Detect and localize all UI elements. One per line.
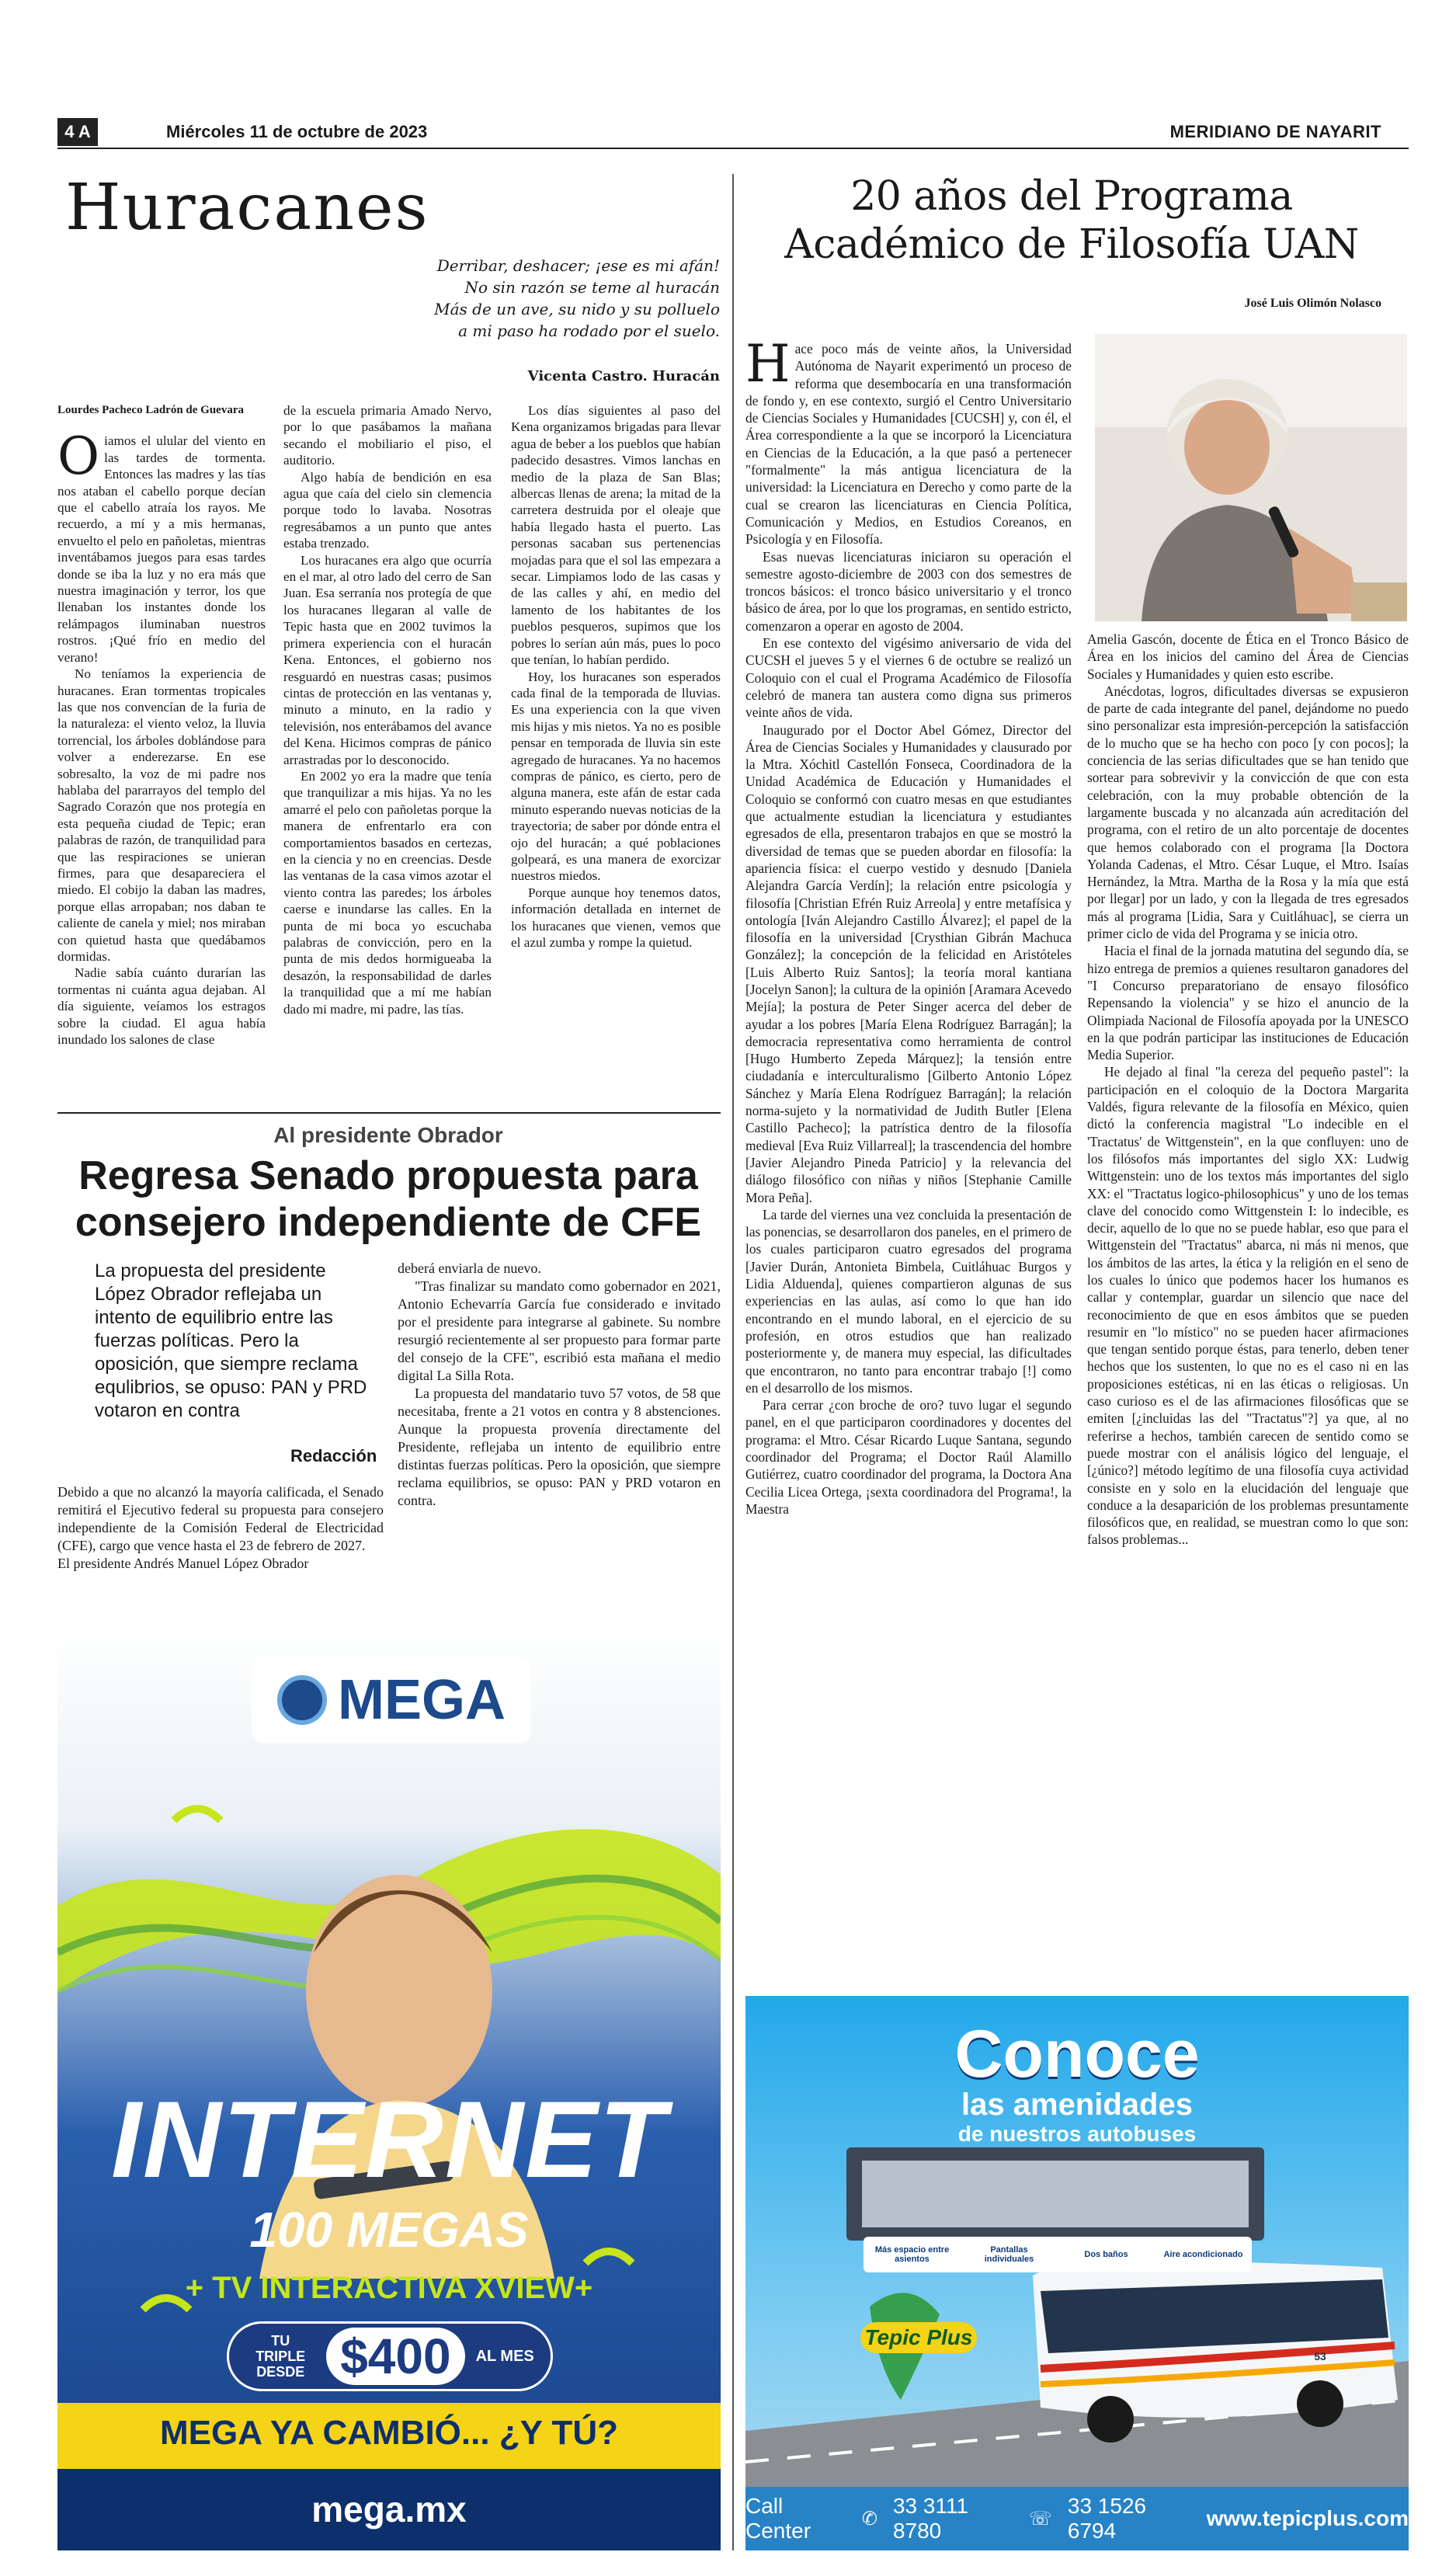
epigraph-line: Más de un ave, su nido y su polluelo — [434, 300, 720, 318]
paragraph: El presidente Andrés Manuel López Obrador — [57, 1556, 309, 1571]
mega-logo — [252, 1657, 531, 1743]
ad-url[interactable]: mega.mx — [311, 2489, 467, 2529]
ad-title: Conoce — [954, 2017, 1200, 2091]
paragraph: Hacia el final de la jornada matutina del segundo día, se hizo entrega de premios a quienes resultaron ganadores del "I Concurso preparatoriano de ensayo filosófico Repensando la violencia" y se hizo el anuncio de la Olimpiada Nacional de Filosofía apoyada por la UNESCO en la que podrán participar las instituciones de Educación Media Superior. — [1087, 943, 1409, 1063]
tepic-plus-logo: Tepic Plus — [860, 2322, 977, 2353]
advertisement-mega[interactable] — [57, 1626, 721, 2550]
mega-logo-icon — [277, 1675, 327, 1725]
huracanes-column-2 — [283, 402, 492, 1017]
filosofia-column-1 — [745, 334, 1072, 1518]
article-byline: José Luis Olimón Nolasco — [1244, 297, 1381, 310]
paragraph: He dejado al final "la cereza del pequeño pastel": la participación en el coloquio de la Doctora Margarita Valdés, figura relevante de la filosofía en México, quien dictó la conferencia magistral "Lo indecible en el 'Tractatus' de Wittgenstein", en la que confluyen: uno de los filósofos más importantes del siglo XX: Ludwig Wittgenstein: uno de los textos más importantes del siglo XX: el "Tractatus logico-philosophicus" y uno de los temas clave del conocido como Wittgenstein I: lo indecible, es decir, aquello de lo que no se puede hablar, eso que para el Wittgenstein del "Tractatus" abarca, ni más ni menos, que los ámbitos de las artes, la ética y la religión en el seno de los cuales lo único que podemos hacer los humanos es callar y contemplar, guardar un silencio que nace del reconocimiento de que en esos ámbitos que se pueden resumir en "lo místico" no se pueden hacer afirmaciones que tengan sentido porque éstas, para tenerlo, deben tener hechos que los sustenten, lo que no es el caso ni en las proposiciones estéticas, ni en las éticas o religiosas. Un caso curioso es el de las afirmaciones filosóficas que se emiten [¿incluidas las del "Tractatus"?] ya que, al no referirse a hechos, también carecen de sentido como se puede mostrar con el análisis lógico del lenguaje, el [¿único?] método legítimo de una filosofía cuya actividad consiste en y solo en la elucidación del lenguaje que conduce a la desaparición de los problemas presuntamente filosóficos que, en realidad, se muestran como lo que son: falsos problemas... — [1087, 1064, 1409, 1548]
drop-cap: O — [57, 426, 100, 487]
ad-subtitle: las amenidades — [961, 2088, 1193, 2122]
drop-cap: H — [745, 334, 791, 394]
epigraph-line: Derribar, deshacer; ¡ese es mi afán! — [436, 256, 720, 275]
price-suffix: AL MES — [475, 2347, 534, 2365]
epigraph-author: Vicenta Castro. Huracán — [527, 368, 720, 384]
huracanes-column-1 — [57, 402, 266, 1048]
paragraph: "Tras finalizar su mandato como gobernador en 2021, Antonio Echevarría García fue considerado e invitado por el presidente para integrarse al gabinete. Su nombre resurgió recientemente al ser propuesto para formar parte del consejo de la CFE", escribió esta mañana el medio digital La Silla Rota. — [398, 1278, 721, 1383]
header-rule — [57, 148, 1409, 149]
ad-tv-offer: + TV INTERACTIVA XVIEW+ — [185, 2271, 593, 2305]
ad-speed: 100 MEGAS — [249, 2202, 529, 2258]
paragraph: Hoy, los huracanes son esperados cada final de la temporada de lluvias. Es una experiencia con la que viven mis hijas y mis nietos. Ya no es posible pensar en temporada de lluvia sin este agregado de huracanes. Ya no hacemos compras de pánico, es cierto, pero de alguna manera, este afán de estar cada minuto esperando nuevas noticias de la trayectoria; de saber por dónde entra el ojo del huracán; a qué poblaciones golpeará, es una manera de exorcizar nuestros miedos. — [511, 669, 721, 884]
paragraph: Algo había de bendición en esa agua que caía del cielo sin clemencia porque todo lo lavaba. Nosotras regresábamos a un punto que antes estaba trenzado. — [283, 469, 492, 551]
advertisement-tepic-plus[interactable] — [745, 1996, 1409, 2550]
section-rule — [57, 1112, 721, 1114]
huracanes-column-3 — [511, 402, 721, 951]
brand-name: MEGA — [338, 1669, 506, 1731]
paragraph: de la escuela primaria Amado Nervo, por lo que pasábamos la mañana secando el mobiliario el piso, el auditorio. — [283, 403, 492, 468]
article-byline: Redacción — [290, 1446, 377, 1466]
paragraph: Los días siguientes al paso del Kena organizamos brigadas para llevar agua de beber a los pueblos que habían padecido desastres. Vimos lanchas en medio de la plaza de San Blas; albercas llenas de arena; la mitad de la carretera destruida por el oleaje que había llegado hasta el puerto. Las personas sacaban sus pertenencias mojadas para que el sol las empezara a secar. Limpiamos lodo de las casas y de las calles y ahí, en medio del lamento de los habitantes de los pueblos pesqueros, supimos que los pobres lo serían aún más, pues lo poco que tenían, lo habían perdido. — [511, 403, 721, 668]
paragraph: Debido a que no alcanzó la mayoría calificada, el Senado remitirá el Ejecutivo federal su propuesta para consejero independiente de la Comisión Federal de Electricidad (CFE), cargo que vence hasta el 23 de febrero de 2027. — [57, 1484, 384, 1553]
kicker: Al presidente Obrador — [273, 1123, 503, 1147]
epigraph-line: a mi paso ha rodado por el suelo. — [458, 322, 720, 340]
column-divider — [732, 174, 734, 2550]
contact-bar — [745, 2487, 1409, 2550]
article-title-huracanes: Huracanes — [65, 171, 429, 245]
call-center-label: Call Center — [745, 2494, 811, 2543]
price: $400 — [326, 2328, 464, 2385]
bus-number: 53 — [1314, 2350, 1326, 2363]
paragraph: Nadie sabía cuánto durarían las tormentas ni cuánta agua dejaban. Al día siguiente, veíamos los estragos sobre la ciudad. El agua había inundado los salones de clase — [57, 965, 266, 1048]
price-prefix: TU TRIPLE DESDE — [255, 2333, 306, 2380]
phone-number[interactable]: 33 3111 8780 — [892, 2494, 968, 2543]
photo-illustration — [1095, 334, 1407, 621]
paragraph: La tarde del viernes una vez concluida la presentación de las ponencias, se desarrollaron dos paneles, en el primero de los cuales participaron cuatro egresados del programa [Javier Durán, Antonieta Bimbela, Cuitláhuac Burgos y Lidia Alduenda], quienes compartieron algunas de sus experiencias en las aulas, así como lo que han ido encontrando en el mundo laboral, en el ejercicio de su profesión, en otros estudios que han realizado posteriormente y, de manera muy especial, las dificultades que encontraron, no tanto para encontrar trabajo [!] como en el desarrollo de los mismos. — [745, 1206, 1072, 1396]
paragraph: iamos el ulular del viento en las tardes de tormenta. Entonces las madres y las tías nos ataban el cabello porque decían que el cabello atraía los rayos. Me recuerdo, a mí y a mis hermanas, envuelto el pelo en pañoletas, mientras inventábamos juegos para esas tardes donde se iba la luz y no era más que nuestra imaginación y terror, los que llenaban los instantes donde los relámpagos iluminaban nuestros rostros. ¡Qué frío en medio del verano! — [57, 433, 266, 665]
paragraph: La propuesta del mandatario tuvo 57 votos, de 58 que necesitaba, frente a 21 votos en contra y 8 abstenciones. Aunque la propuesta provenía directamente del Presidente, reflejaba un intento de equilibrio entre distintas fuerzas políticas. Pero la oposición, que siempre reclama equilibrios, se opuso: PAN y PRD votaron en contra. — [398, 1386, 721, 1508]
article-byline: Lourdes Pacheco Ladrón de Guevara — [57, 404, 244, 416]
paragraph: Esas nuevas licenciaturas iniciaron su operación el semestre agosto-diciembre de 2003 con dos semestres de troncos básicos: el tronco básico universitario y el tronco básico de área, por lo que los programas, en sentido estricto, comenzaron a operar en agosto de 2004. — [745, 548, 1072, 634]
paragraph: Anécdotas, logros, dificultades diversas se expusieron de parte de cada integrante del panel, dejándome no puedo sino personalizar esta impresión-percepción la satisfacción de lo mucho que se ha hecho con poco [y con pocos]; la conciencia de las serias dificultades que se han tenido que sortear para sobrevivir y la convicción de que con esta celebración, con la muy probable obtención de la largamente buscada y no alcanzada aún acreditación del programa, con el retiro de un alto porcentaje de docentes que hemos colaborado con el programa [la Doctora Yolanda Cadenas, el Mtro. César Luque, el Mtro. Isaías Hernández, la Mtra. Martha de la Rosa y la mía que está por llegar] por un lado, y con la llegada de tres egresados más al programa [Lidia, Sara y Cuitláhuac], se cierra un primer ciclo de vida del Programa y se inicia otro. — [1087, 683, 1409, 942]
amenity-label: Pantallas individuales — [984, 2245, 1034, 2264]
photo-speaker — [1095, 334, 1407, 621]
article-title-filosofia: 20 años del Programa Académico de Filosofía UAN — [784, 173, 1359, 268]
amenities-row — [864, 2237, 1252, 2272]
paragraph: deberá enviarla de nuevo. — [398, 1260, 541, 1276]
article-title-senado: Regresa Senado propuesta para consejero independiente de CFE — [75, 1153, 702, 1245]
epigraph-line: No sin razón se teme al huracán — [464, 278, 720, 297]
amenity-label: Más espacio entre asientos — [874, 2245, 950, 2264]
epigraph — [394, 255, 720, 342]
paragraph: Inaugurado por el Doctor Abel Gómez, Director del Área de Ciencias Sociales y Humanidades y clausurado por la Mtra. Xóchitl Castellón Fonseca, Coordinadora de la Unidad Académica de Educación y Humanidades el Coloquio se conformó con cuatro mesas en que estudiantes que actualmente estudian la licenciatura y estudiantes egresados de ella, presentaron trabajos en que se mostró la diversidad de temas que se pueden abordar en filosofía: la apariencia física: el cuerpo vestido y desnudo [Daniela Alejandra García Verdín]; la relación entre psicología y filosofía [Christian Efrén Ruiz Arreola] y entre metafísica y ontología [Iván Alejandro Castillo Álvarez]; el papel de la filosofía en la universidad [Crysthian Gibrán Machuca González]; la concepción de la felicidad en Aristóteles [Luis Alberto Ruiz Santos]; la teoría moral kantiana [Jocelyn Sanon]; la cultura de la opinión [Aramara Acevedo Mejía]; la postura de Peter Singer acerca del deber de ayudar a los pobres [María Elena Rodríguez Barragán]; la democracia representativa como herramienta de control [Hugo Humberto Zepeda Márquez]; la tensión entre ciudadanía e interculturalismo [Gilberto Antonio López Sánchez y María Elena Rodríguez Barragán]; la relación norma-sujeto y la normatividad de Judith Butler [Elena Castillo Pacheco]; la patrística dentro de la filosofía medieval [Eva Ruiz Villarreal]; la trascendencia del hombre [Javier Alejandro Pineda Patricio] y la relevancia del diálogo filosófico con niñas y niños [Stephanie Camille Mora Peña]. — [745, 721, 1072, 1205]
price-badge — [227, 2321, 553, 2391]
paragraph: En 2002 yo era la madre que tenía que tranquilizar a mis hijas. Ya no les amarré el pelo con pañoletas porque la manera de enfrentarlo era con comportamientos basados en certezas, en la ciencia y no en creencias. Desde las ventanas de la casa vimos azotar el viento contra las paredes; los árboles caerse e inundarse las calles. En la punta de mi boca yo escuchaba palabras de convicción, pero en la punta de mis dedos hormigueaba la desazón, la responsabilidad de darles la tranquilidad que a mí me habían dado mi madre, mi padre, las tías. — [283, 768, 492, 1017]
page-number: 4 A — [57, 118, 98, 146]
paragraph: Porque aunque hoy tenemos datos, información detallada en internet de los huracanes que vienen, vemos que el azul zumba y rompe la quietud. — [511, 885, 721, 950]
issue-date: Miércoles 11 de octubre de 2023 — [166, 122, 428, 141]
paragraph: Los huracanes era algo que ocurría en el mar, al otro lado del cerro de San Juan. Esa serranía nos protegía de que los huracanes llegaran al valle de Tepic hasta que en 2002 tuvimos la primera experiencia con el huracán Kena. Entonces, el gobierno nos resguardó en nuestras casas; pusimos cintas de protección en las ventanas y, minuto a minuto, en la radio y televisión, nos enterábamos del avance del Kena. Hicimos compras de pánico arrastradas por lo desconocido. — [283, 552, 492, 767]
paragraph: ace poco más de veinte años, la Universidad Autónoma de Nayarit experimentó un proceso de reforma que desembocaría en una transformación de fondo y, en ese contexto, surgió el Centro Universitario de Ciencias Sociales y Humanidades [CUCSH] y, con él, el Área correspondiente a la que se incorporó la Licenciatura en Ciencias de la Educación, a la que pasó a pertenecer "formalmente" la más antigua licenciatura de la universidad: la Licenciatura en Derecho y como parte de la cual se crearon las licenciaturas en Ciencia Política, Comunicación y Medios, en Estudios Coreanos, en Psicología y en Filosofía. — [745, 341, 1072, 548]
website-link[interactable]: www.tepicplus.com — [1206, 2506, 1409, 2530]
ad-slogan: MEGA YA CAMBIÓ... ¿Y TÚ? — [160, 2414, 618, 2452]
paragraph: En ese contexto del vigésimo aniversario de vida del CUCSH el jueves 5 y el viernes 6 de octubre se realizó un Coloquio con el cual el Programa Académico de Filosofía celebró de manera tan austera como digna sus primeros veinte años de vida. — [745, 635, 1072, 721]
phone-number[interactable]: 33 1526 6794 — [1067, 2494, 1147, 2543]
paragraph: Para cerrar ¿con broche de oro? tuvo lugar el segundo panel, en el que participaron coordinadores y docentes del programa: el Mtro. César Ricardo Luque Santana, segundo coordinador del Programa; el Doctor Raúl Alamillo Gutiérrez, cuatro coordinador del programa, la Doctora Ana Cecilia Licea Ortega, ¡sexta coordinadora del Programa!, la Maestra — [745, 1397, 1072, 1517]
amenity-label: Aire acondicionado — [1163, 2250, 1243, 2259]
ad-subtitle: de nuestros autobuses — [957, 2122, 1197, 2146]
senado-column-2 — [398, 1260, 721, 1510]
amenity-label: Dos baños — [1084, 2250, 1128, 2259]
phone-icon: ✆ — [861, 2508, 877, 2529]
whatsapp-icon: ☏ — [1028, 2508, 1052, 2529]
filosofia-column-2 — [1087, 631, 1409, 1549]
senado-column-1 — [57, 1483, 384, 1573]
paragraph: Amelia Gascón, docente de Ética en el Tronco Básico de Área en los inicios del camino del Área de Ciencias Sociales y Humanidades y quien esto escribe. — [1087, 631, 1409, 682]
ad-headline: INTERNET — [111, 2078, 667, 2200]
newspaper-name: MERIDIANO DE NAYARIT — [1169, 122, 1381, 141]
article-summary: La propuesta del presidente López Obrador reflejaba un intento de equilibrio entre las fuerzas políticas. Pero la oposición, que siempre reclama equlibrios, se opuso: PAN y PRD votaron en contra — [95, 1260, 367, 1421]
paragraph: No teníamos la experiencia de huracanes. Eran tormentas tropicales las que nos convencían de la furia de la naturaleza: el viento veloz, la lluvia torrencial, los árboles doblándose para volver a enderezarse. En ese sobresalto, la voz de mi padre nos hablaba del pararrayos del templo del Sagrado Corazón que nos protegía en esta pequeña ciudad de Tepic; eran palabras de razón, de tranquilidad para que las respiraciones se unieran firmes, para que desapareciera el miedo. El cobijo la daban las madres, porque ellas arropaban; nos daban te caliente de canela y miel; nos miraban con quietud hasta que quedábamos dormidas. — [57, 666, 266, 964]
